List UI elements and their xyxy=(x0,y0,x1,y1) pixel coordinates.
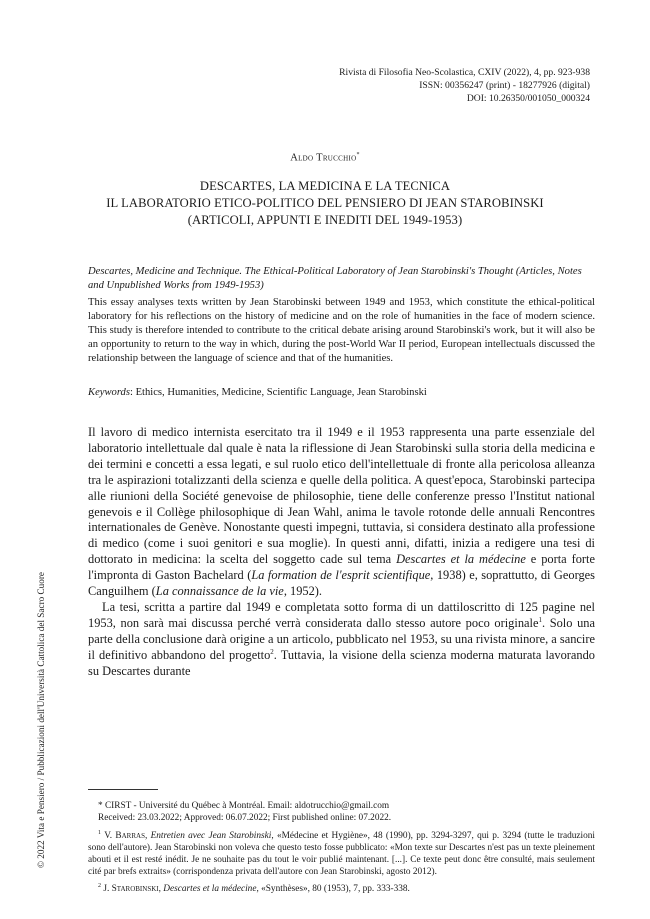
footnote-1-number: 1 xyxy=(98,830,101,837)
p1-italic-title: Descartes et la médecine xyxy=(396,552,526,567)
footnote-2-number: 2 xyxy=(98,882,101,889)
keywords-text: : Ethics, Humanities, Medicine, Scientific Language, Jean Starobinski xyxy=(129,387,427,398)
p1-italic-canguilhem: La connaissance de la vie xyxy=(155,584,284,599)
title-line-2: IL LABORATORIO ETICO-POLITICO DEL PENSIERO DI JEAN STAROBINSKI xyxy=(106,196,544,210)
p1-text-c: e porta forte l'impronta di Gaston Bachelard ( xyxy=(88,552,596,583)
footnote-2-text: , «Synthèses», 80 (1953), 7, pp. 333-338. xyxy=(256,883,410,894)
footnotes xyxy=(88,800,595,895)
doi-line: DOI: 10.26350/001050_000324 xyxy=(466,93,590,104)
article-title xyxy=(0,178,650,229)
paragraph-2 xyxy=(88,600,595,680)
footnote-1-author: V. Barras xyxy=(104,831,145,842)
p2-text-b: . Solo una parte della conclusione darà origine a un articolo, pubblicato nel 1953, su una rivista minore, a sancire il definitivo abbandono del progetto xyxy=(88,615,595,662)
title-line-1: DESCARTES, LA MEDICINA E LA TECNICA xyxy=(199,179,451,193)
footnote-2-title: Descartes et la médecine xyxy=(163,883,257,894)
footnote-2-author: J. Starobinski xyxy=(103,883,159,894)
footnote-2 xyxy=(88,883,595,895)
author-last-name: Trucchio xyxy=(316,152,357,164)
copyright-side-note: © 2022 Vita e Pensiero / Pubblicazioni dell'Università Cattolica del Sacro Cuore xyxy=(36,572,46,868)
footnote-1 xyxy=(88,830,595,878)
p2-text-c: . Tuttavia, la visione della scienza moderna maturata lavorando su Descartes durante xyxy=(88,647,595,678)
journal-citation: Rivista di Filosofia Neo-Scolastica, CXIV (2022), 4, pp. 923-938 xyxy=(339,67,590,78)
footnote-2-sep: , xyxy=(158,883,164,894)
keywords xyxy=(88,386,595,400)
footnote-ref-1[interactable]: 1 xyxy=(538,615,542,624)
footnote-1-title: Entretien avec Jean Starobinski xyxy=(150,831,272,842)
author-footnote-mark: * xyxy=(356,152,360,158)
keywords-label: Keywords xyxy=(88,387,130,398)
p1-italic-bachelard: La formation de l'esprit scientifique xyxy=(251,568,431,583)
issn-line: ISSN: 00356247 (print) - 18277926 (digital) xyxy=(419,80,590,91)
paragraph-1 xyxy=(88,425,595,600)
p1-text-e: , 1938) e, soprattutto, di Georges Canguilhem ( xyxy=(88,568,595,599)
footnote-separator xyxy=(88,789,158,790)
p1-text-a: Il lavoro di medico internista esercitato tra il 1949 e il 1953 rappresenta una parte essenziale del laboratorio intellettuale dal quale è nata la riflessione di Jean Starobinski sulla storia della medicina e dei termini e concetti a essa legati, e sul ruolo etico dell'intellettuale di fronte alla pericolosa alleanza tra le aspirazioni totalizzanti della scienza e quelle della politica. A quest'epoca, Starobinski partecipa alle riunioni della Société genevoise de philosophie, tiene delle conferenze presso l'Institut national genevois e il Collège philosophique di Jean Wahl, anima le tavole rotonde delle annuali Rencontres internationales de Genève. Nonostante questi impegni, tuttavia, si considera destinato alla professione di medico (come i suoi genitori e sua moglie). In questi anni, difatti, inizia a redigere una tesi di dottorato in medicina: la scelta del soggetto cade sul tema xyxy=(88,425,595,567)
abstract: This essay analyses texts written by Jean Starobinski between 1949 and 1953, which constitute the ethical-political laboratory for his reflections on the history of medicine and on the role of humanities in the face of modern science. This study is therefore intended to contribute to the critical debate arising around Starobinski's work, but it will also be an opportunity to return to the way in which, during the post-World War II period, European intellectuals discussed the relationship between the language of science and that of the humanities. xyxy=(88,297,595,365)
main-text xyxy=(88,425,595,680)
footnote-1-text: , «Médecine et Hygiène», 48 (1990), pp. 3294-3297, qui p. 3294 (tutte le traduzioni sono dell'autore). Jean Starobinski non voleva che questo testo fosse pubblicato: «Mon texte sur Descartes n'est pas un texte pleinement abouti et il est resté inédit. Je ne souhaite pas du tout le voir publié maintenant. [...]. Ce texte peut donc être consulté, mais seulement cité par brefs extraits» (corrispondenza privata dell'autore con Jean Starobinski, agosto 2012). xyxy=(88,831,596,878)
title-line-3: (ARTICOLI, APPUNTI E INEDITI DEL 1949-1953) xyxy=(187,213,463,227)
english-title: Descartes, Medicine and Technique. The Ethical-Political Laboratory of Jean Starobinski's Thought (Articles, Notes and Unpublished Works from 1949-1953) xyxy=(88,266,582,291)
footnote-ref-2[interactable]: 2 xyxy=(270,647,274,656)
journal-header xyxy=(339,66,590,105)
submission-dates: Received: 23.03.2022; Approved: 06.07.2022; First published online: 07.2022. xyxy=(98,813,392,824)
footnote-affiliation xyxy=(88,800,595,824)
p2-text-a: La tesi, scritta a partire dal 1949 e completata sotto forma di un dattiloscritto di 125 pagine nel 1953, non sarà mai discussa perché verrà considerata dallo stesso autore poco originale xyxy=(88,599,595,630)
affiliation-text: * CIRST - Université du Québec à Montréal. Email: aldotrucchio@gmail.com xyxy=(98,801,390,811)
footnote-1-sep: , xyxy=(144,831,151,842)
p1-text-g: , 1952). xyxy=(283,584,323,599)
author-first-name: Aldo xyxy=(290,152,317,164)
author-line xyxy=(0,152,650,164)
